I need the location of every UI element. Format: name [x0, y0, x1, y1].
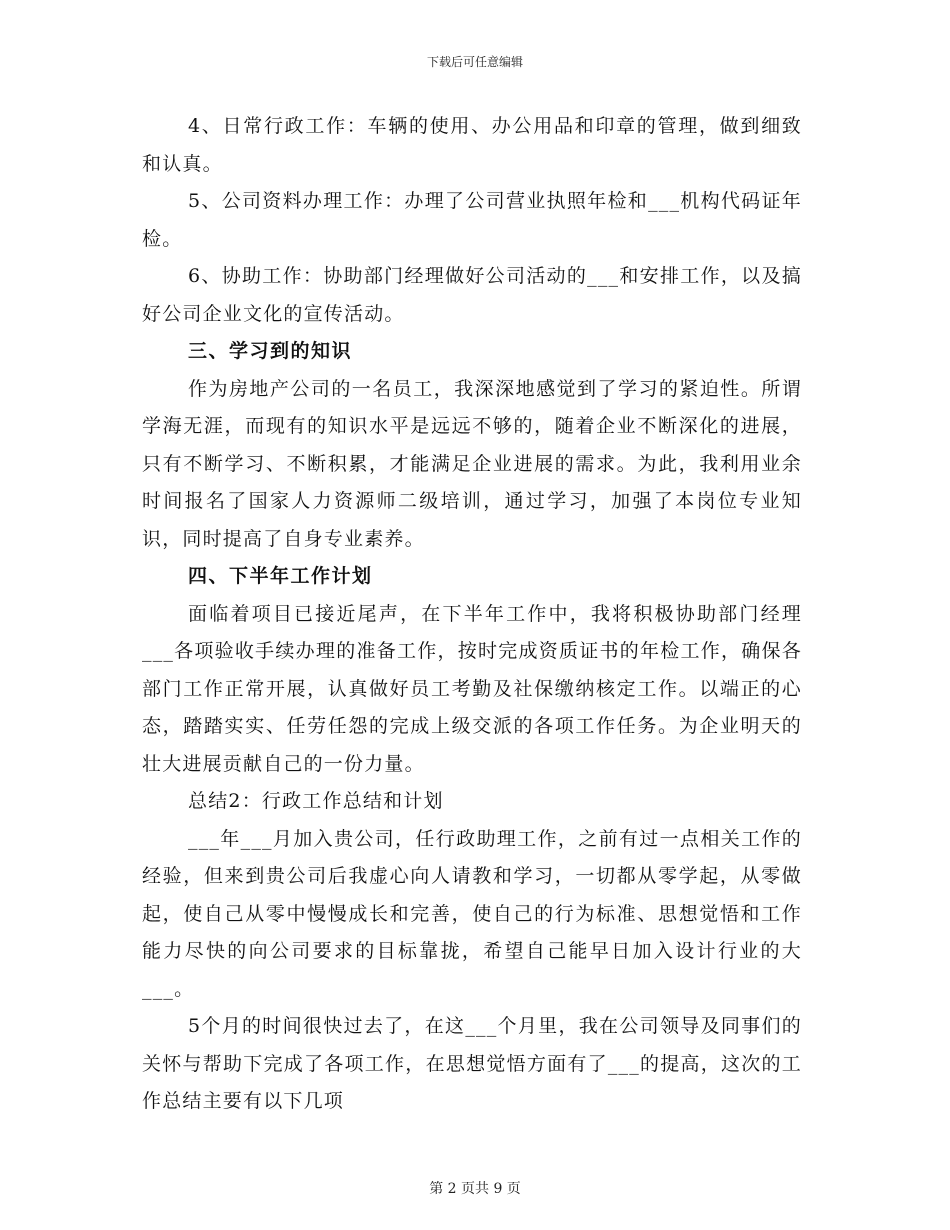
document-body [142, 108, 802, 1121]
paragraph-second-half-plan: 面临着项目已接近尾声，在下半年工作中，我将积极协助部门经理___各项验收手续办理的准备工作，按时完成资质证书的年检工作，确保各部门工作正常开展，认真做好员工考勤及社保缴纳核定工作。以端正的心态，踏踏实实、任劳任怨的完成上级交派的各项工作任务。为企业明天的壮大进展贡献自己的一份力量。 [142, 602, 802, 775]
page-footer: 第 2 页共 9 页 [429, 1181, 521, 1197]
section-heading-plan: 四、下半年工作计划 [188, 565, 373, 587]
section-heading-knowledge: 三、学习到的知识 [188, 340, 353, 362]
paragraph-learning: 作为房地产公司的一名员工，我深深地感觉到了学习的紧迫性。所谓学海无涯，而现有的知识水平是远远不够的，随着企业不断深化的进展，只有不断学习、不断积累，才能满足企业进展的需求。为此，我利用业余时间报名了国家人力资源师二级培训，通过学习，加强了本岗位专业知识，同时提高了自身专业素养。 [142, 377, 802, 550]
paragraph-assist-work: 6、协助工作：协助部门经理做好公司活动的___和安排工作，以及搞好公司企业文化的宣传活动。 [142, 265, 802, 325]
paragraph-daily-admin: 4、日常行政工作：车辆的使用、办公用品和印章的管理，做到细致和认真。 [142, 115, 802, 175]
summary-2-title: 总结2：行政工作总结和计划 [188, 790, 444, 812]
paragraph-five-months: 5个月的时间很快过去了，在这___个月里，我在公司领导及同事们的关怀与帮助下完成了各项工作，在思想觉悟方面有了___的提高，这次的工作总结主要有以下几项 [142, 1015, 802, 1112]
page-header: 下载后可任意编辑 [426, 55, 523, 69]
paragraph-joining-company: ___年___月加入贵公司，任行政助理工作，之前有过一点相关工作的经验，但来到贵公司后我虚心向人请教和学习，一切都从零学起，从零做起，使自己从零中慢慢成长和完善，使自己的行为标准、思想觉悟和工作能力尽快的向公司要求的目标靠拢，希望自己能早日加入设计行业的大___。 [142, 827, 802, 1000]
paragraph-company-documents: 5、公司资料办理工作：办理了公司营业执照年检和___机构代码证年检。 [142, 190, 802, 250]
